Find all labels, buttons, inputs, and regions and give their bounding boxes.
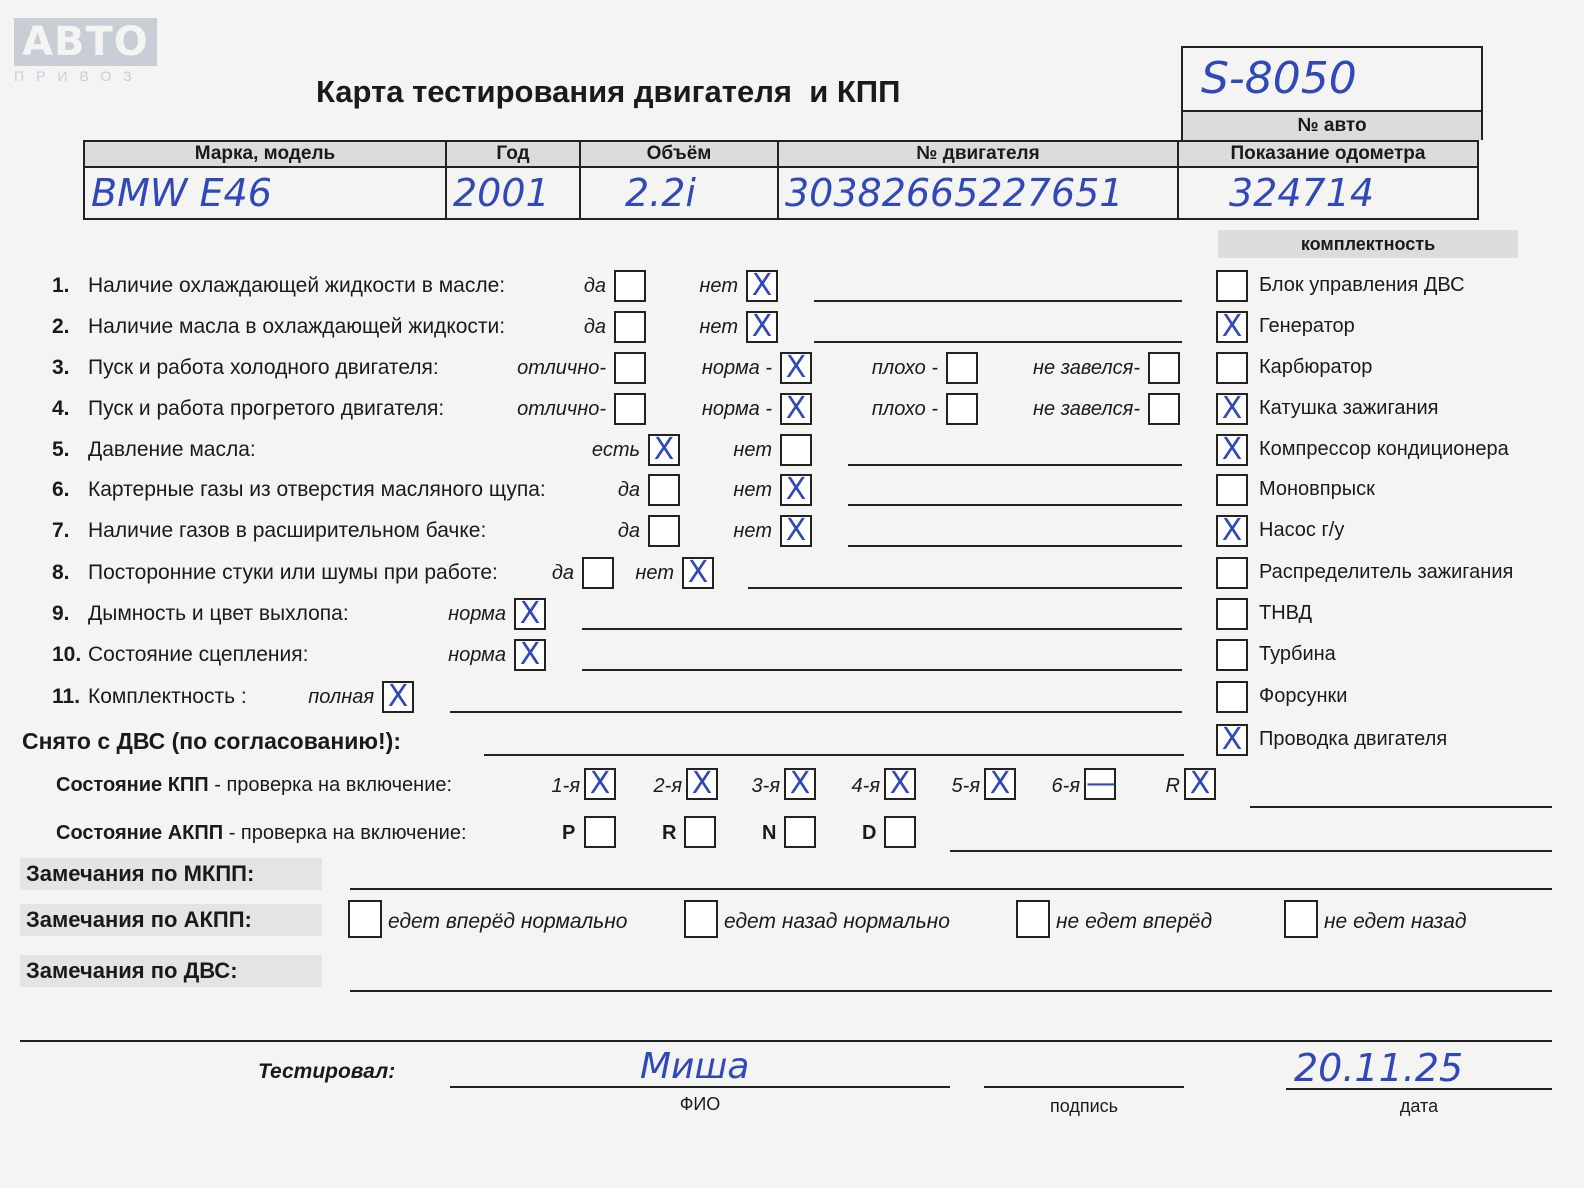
akpp-remark-checkbox[interactable] (684, 900, 718, 938)
item-label: Комплектность : (88, 685, 247, 708)
removed-label: Снято с ДВС (по согласованию!): (22, 728, 401, 754)
completeness-label: Компрессор кондиционера (1259, 438, 1509, 460)
item-number: 2. (52, 315, 70, 338)
signature-line (984, 1086, 1184, 1088)
gear-checkbox[interactable]: X (784, 768, 816, 800)
gear-label: 2-я (653, 775, 682, 797)
item-label: Дымность и цвет выхлопа: (88, 602, 349, 625)
signature-label: подпись (1049, 1096, 1119, 1116)
name-label: ФИО (679, 1094, 721, 1114)
mode-checkbox[interactable] (584, 816, 616, 848)
option-label: норма - (701, 398, 772, 420)
item-label: Наличие охлаждающей жидкости в масле: (88, 274, 506, 297)
remarks-extra-line (20, 1040, 1552, 1042)
completeness-label: Распределитель зажигания (1259, 561, 1514, 583)
akpp-remark-label: не едет назад (1324, 910, 1467, 933)
col-year: Год (446, 141, 580, 167)
logo-main: АВТО (14, 18, 157, 66)
item-label: Пуск и работа холодного двигателя: (88, 356, 439, 379)
gear-label: 5-я (951, 775, 980, 797)
completeness-checkbox[interactable]: X (1216, 515, 1248, 547)
completeness-checkbox[interactable] (1216, 270, 1248, 302)
remarks-dvs-label: Замечания по ДВС: (20, 955, 322, 987)
remarks-akpp-label: Замечания по АКПП: (20, 904, 322, 936)
gear-label: R (1165, 775, 1180, 797)
item-number: 5. (52, 438, 70, 461)
item-label: Наличие масла в охлаждающей жидкости: (88, 315, 506, 338)
make-model-value: BMW E46 (84, 167, 446, 219)
completeness-label: Блок управления ДВС (1259, 274, 1465, 296)
notes-line (848, 545, 1182, 547)
volume-value: 2.2i (580, 167, 778, 219)
completeness-label: Генератор (1259, 315, 1355, 337)
checkbox[interactable]: X (780, 474, 812, 506)
checkbox[interactable]: X (780, 515, 812, 547)
notes-line (814, 300, 1182, 302)
mode-checkbox[interactable] (884, 816, 916, 848)
item-number: 10. (52, 643, 82, 666)
kpp-line (1250, 806, 1552, 808)
notes-line (814, 341, 1182, 343)
item-number: 3. (52, 356, 70, 379)
akpp-remark-label: не едет вперёд (1056, 910, 1213, 933)
checkbox[interactable]: X (780, 352, 812, 384)
date-line (1286, 1088, 1552, 1090)
akpp-line (950, 850, 1552, 852)
notes-line (848, 464, 1182, 466)
item-label: Состояние сцепления: (88, 643, 309, 666)
option-label: да (617, 520, 640, 542)
header-table (83, 140, 1479, 220)
akpp-label: Состояние АКПП - проверка на включение: (56, 822, 467, 844)
completeness-checkbox[interactable]: X (1216, 724, 1248, 756)
completeness-checkbox[interactable] (1216, 598, 1248, 630)
akpp-remark-label: едет вперёд нормально (388, 910, 628, 933)
option-label: нет (699, 275, 738, 297)
mode-label: D (862, 822, 877, 844)
mode-label: R (662, 822, 677, 844)
option-label: отлично- (517, 398, 606, 420)
item-number: 8. (52, 561, 70, 584)
item-number: 7. (52, 519, 70, 542)
engine-no-value: 30382665227651 (778, 167, 1178, 219)
completeness-label: Насос г/у (1259, 519, 1345, 541)
item-label: Посторонние стуки или шумы при работе: (88, 561, 498, 584)
completeness-label: Карбюратор (1259, 356, 1373, 378)
completeness-label: ТНВД (1259, 602, 1313, 624)
mode-checkbox[interactable] (784, 816, 816, 848)
page-title: Карта тестирования двигателя и КПП (316, 74, 901, 109)
option-label: отлично- (517, 357, 606, 379)
option-label: есть (591, 439, 640, 461)
kpp-label: Состояние КПП - проверка на включение: (56, 774, 453, 796)
completeness-checkbox[interactable] (1216, 474, 1248, 506)
date-value: 20.11.25 (1294, 1046, 1464, 1090)
akpp-remark-checkbox[interactable] (1284, 900, 1318, 938)
completeness-checkbox[interactable]: X (1216, 393, 1248, 425)
completeness-checkbox[interactable] (1216, 639, 1248, 671)
checkbox[interactable] (648, 515, 680, 547)
completeness-checkbox[interactable] (1216, 681, 1248, 713)
completeness-title: комплектность (1218, 230, 1518, 258)
gear-checkbox[interactable]: X (1184, 768, 1216, 800)
col-odometer: Показание одометра (1178, 141, 1478, 167)
checkbox[interactable] (614, 311, 646, 343)
mode-label: N (762, 822, 777, 844)
col-volume: Объём (580, 141, 778, 167)
option-label: нет (733, 439, 772, 461)
mode-checkbox[interactable] (684, 816, 716, 848)
col-engine-no: № двигателя (778, 141, 1178, 167)
removed-line (484, 754, 1184, 756)
checkbox[interactable]: X (514, 598, 546, 630)
checkbox[interactable] (614, 352, 646, 384)
gear-checkbox[interactable]: X (884, 768, 916, 800)
completeness-checkbox[interactable] (1216, 352, 1248, 384)
item-label: Наличие газов в расширительном бачке: (88, 519, 487, 542)
item-label: Давление масла: (88, 438, 256, 461)
auto-number-label: № авто (1181, 110, 1483, 140)
gear-label: 4-я (851, 775, 880, 797)
checkbox[interactable]: X (648, 434, 680, 466)
gear-checkbox[interactable]: X (584, 768, 616, 800)
checkbox[interactable]: X (382, 681, 414, 713)
completeness-checkbox[interactable] (1216, 557, 1248, 589)
checkbox[interactable] (614, 270, 646, 302)
option-label: не завелся- (1033, 357, 1140, 379)
completeness-checkbox[interactable]: X (1216, 311, 1248, 343)
checkbox[interactable] (648, 474, 680, 506)
gear-label: 1-я (551, 775, 580, 797)
option-label: да (551, 562, 574, 584)
date-label: дата (1399, 1096, 1439, 1116)
option-label: плохо - (871, 398, 938, 420)
option-label: нет (733, 479, 772, 501)
completeness-label: Форсунки (1259, 685, 1348, 707)
notes-line (450, 711, 1182, 713)
remarks-dvs-line (350, 990, 1552, 992)
logo-sub: ПРИВОЗ (14, 68, 144, 84)
akpp-remark-checkbox[interactable] (348, 900, 382, 938)
item-label: Пуск и работа прогретого двигателя: (88, 397, 445, 420)
checkbox[interactable]: X (746, 311, 778, 343)
checkbox[interactable] (614, 393, 646, 425)
item-number: 9. (52, 602, 70, 625)
option-label: да (583, 275, 606, 297)
gear-checkbox[interactable]: — (1086, 766, 1116, 801)
logo (14, 18, 149, 84)
option-label: норма (448, 644, 506, 666)
option-label: норма - (701, 357, 772, 379)
option-label: да (583, 316, 606, 338)
item-number: 6. (52, 478, 70, 501)
odometer-value: 324714 (1178, 167, 1478, 219)
checkbox[interactable] (780, 434, 812, 466)
tested-by-label: Тестировал: (258, 1060, 396, 1083)
remarks-mkpp-label: Замечания по МКПП: (20, 858, 322, 890)
completeness-checkbox[interactable]: X (1216, 434, 1248, 466)
completeness-label: Проводка двигателя (1259, 728, 1448, 750)
option-label: да (617, 479, 640, 501)
option-label: нет (733, 520, 772, 542)
notes-line (848, 504, 1182, 506)
mode-label: P (562, 822, 576, 844)
col-make-model: Марка, модель (84, 141, 446, 167)
notes-line (582, 628, 1182, 630)
completeness-label: Моновпрыск (1259, 478, 1375, 500)
completeness-label: Турбина (1259, 643, 1336, 665)
option-label: нет (699, 316, 738, 338)
item-label: Картерные газы из отверстия масляного щупа: (88, 478, 546, 501)
name-line (450, 1086, 950, 1088)
akpp-remark-label: едет назад нормально (724, 910, 950, 933)
option-label: не завелся- (1033, 398, 1140, 420)
notes-line (748, 587, 1182, 589)
gear-checkbox[interactable]: X (984, 768, 1016, 800)
option-label: плохо - (871, 357, 938, 379)
notes-line (582, 669, 1182, 671)
item-number: 1. (52, 274, 70, 297)
item-number: 4. (52, 397, 70, 420)
gear-label: 6-я (1051, 775, 1080, 797)
year-value: 2001 (446, 167, 580, 219)
completeness-label: Катушка зажигания (1259, 397, 1439, 419)
checkbox[interactable]: X (780, 393, 812, 425)
name-value: Миша (640, 1046, 750, 1087)
gear-checkbox[interactable]: X (686, 768, 718, 800)
checkbox[interactable] (1148, 352, 1180, 384)
item-number: 11. (52, 685, 81, 708)
option-label: нет (635, 562, 674, 584)
gear-label: 3-я (751, 775, 780, 797)
auto-number-value: S-8050 (1181, 46, 1483, 110)
akpp-remark-checkbox[interactable] (1016, 900, 1050, 938)
checkbox[interactable]: X (514, 639, 546, 671)
checkbox[interactable]: X (746, 270, 778, 302)
option-label: полная (308, 686, 374, 708)
option-label: норма (448, 603, 506, 625)
checkbox[interactable]: X (682, 557, 714, 589)
checkbox[interactable] (1148, 393, 1180, 425)
remarks-mkpp-line (350, 888, 1552, 890)
